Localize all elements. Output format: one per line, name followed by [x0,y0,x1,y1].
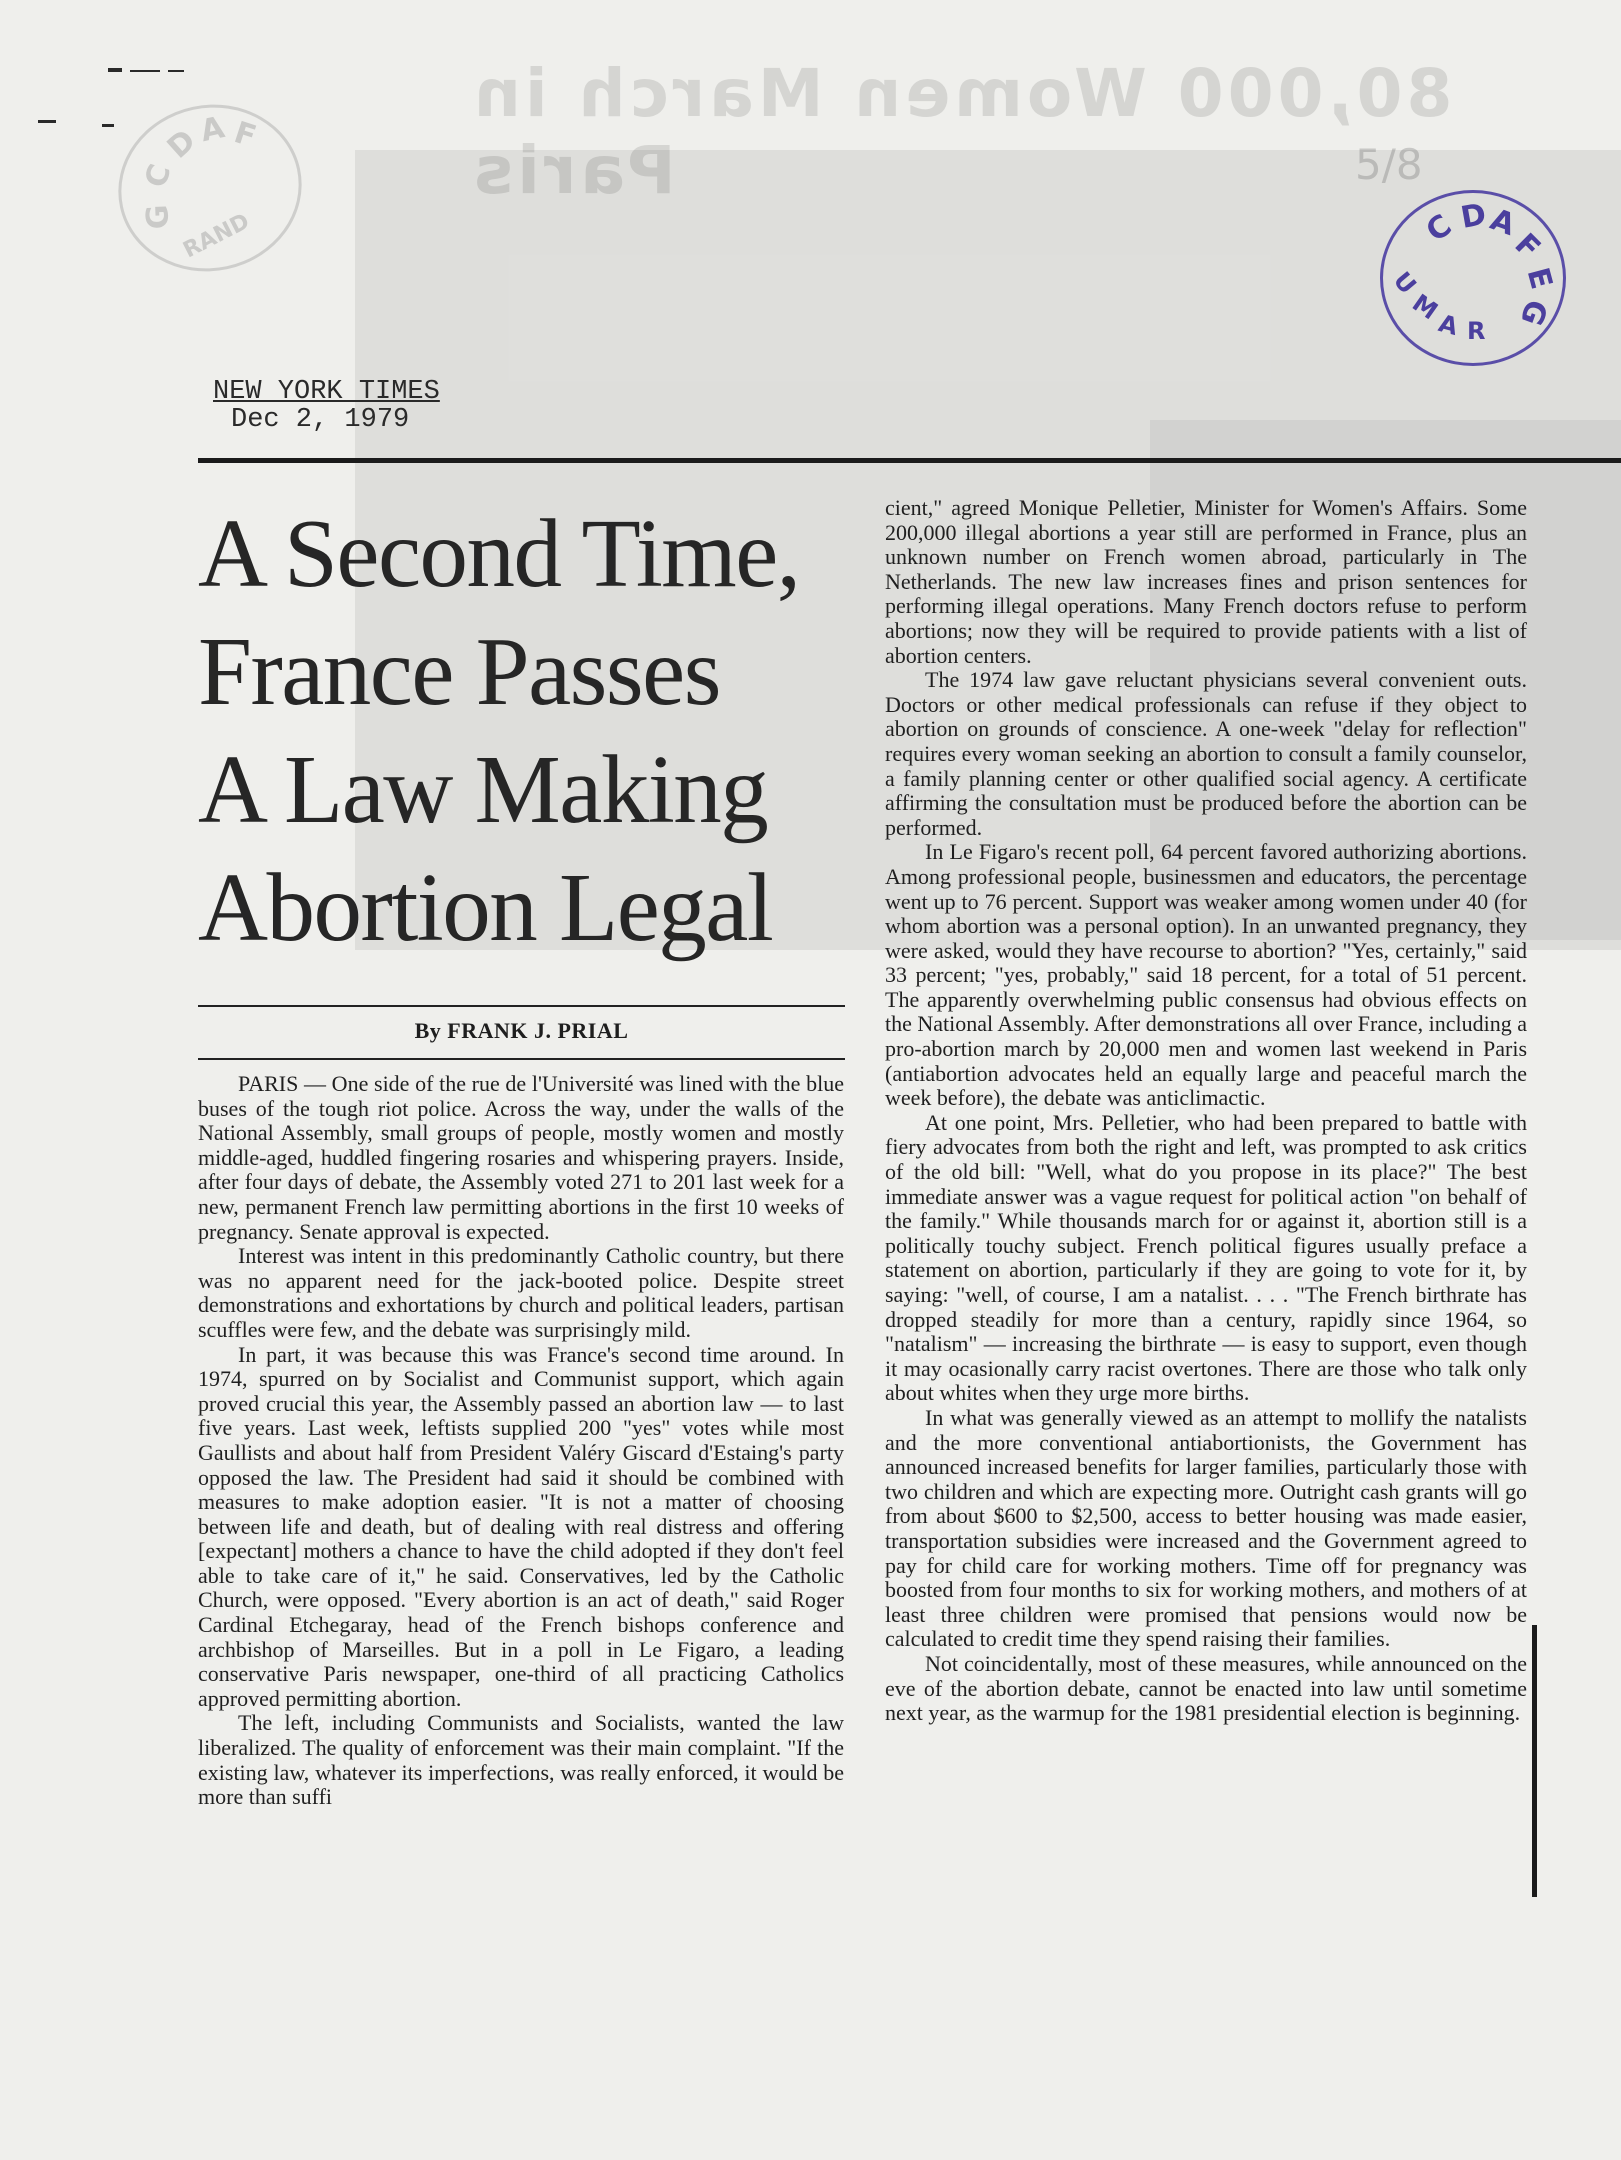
source-citation [213,378,440,434]
headline-line: A Second Time, [198,500,800,607]
stamp-letter: C [138,160,179,192]
ink-marks [108,68,203,76]
bleed-through-title: 80,000 Women March in Paris [470,55,1453,209]
margin-marker-bar [1532,1625,1537,1897]
headline-line: A Law Making [198,736,768,843]
top-rule [198,458,1621,463]
faint-archive-stamp [103,88,317,289]
stamp-letter: A [1485,202,1520,243]
stamp-letter: G [1512,294,1554,331]
stamp-letter: R [1467,317,1486,345]
publication-name: NEW YORK TIMES [213,377,440,407]
stamp-letter: A [1435,309,1461,341]
stamp-letter: C [1419,207,1459,250]
byline: By FRANK J. PRIAL [414,1018,629,1043]
publication-date: Dec 2, 1979 [231,405,410,435]
stamp-letter: M [1407,288,1443,326]
paragraph: In Le Figaro's recent poll, 64 percent favored authorizing abortions. Among professional people, businessmen and educators, the percentage went up to 76 percent. Support was weaker among women under 40 (for whom abortion was a personal option). In an unwanted pregnancy, they were asked, would they have recourse to abortion? "Yes, certainly," said 33 percent; "yes, probably," said 18 percent, for a total of 51 percent. The apparently overwhelming public consensus had obvious effects on the National Assembly. After demonstrations all over France, including a pro-abortion march by 20,000 men and women last weekend in Paris (antiabortion advocates held an equally large and peaceful march the week before), the debate was anticlimactic. [885,839,1527,1111]
pencil-annotation: 5/8 [1355,140,1423,189]
paragraph: Interest was intent in this predominantly Catholic country, but there was no apparent need for the jack-booted police. Despite street demonstrations and exhortations by church and political leaders, partisan scuffles were few, and the debate was surprisingly mild. [198,1243,844,1342]
paragraph: In what was generally viewed as an attempt to mollify the natalists and the more conventional antiabortionists, the Government has announced increased benefits for larger families, particularly those with two children and which are expecting more. Outright cash grants will go from about $600 to $2,500, access to better housing was made easier, transportation subsidies were increased and the Government agreed to pay for child care for working mothers. Time off for pregnancy was boosted from four months to six for working mothers, and mothers of at least three children were promised that pensions would now be calculated to credit time they spend raising their families. [885,1404,1527,1652]
paragraph: At one point, Mrs. Pelletier, who had been prepared to battle with fiery advocates from both the right and left, was prompted to ask critics of the old bill: "Well, what do you propose in its place?" The best immediate answer was a vague request for political action "on behalf of the family." While thousands march for or against it, abortion still is a politically touchy subject. French political figures usually preface a statement on abortion, particularly if they are going to vote for it, by saying: "well, of course, I am a natalist. . . . "The French birthrate has dropped steadily for more than a century, rapidly since 1964, so "natalism" — increasing the birthrate — is easy to support, even though it may ocasionally carry racist overtones. There are those who talk only about whites when they urge more births. [885,1109,1527,1406]
paragraph: The 1974 law gave reluctant physicians several convenient outs. Doctors or other medical professionals can refuse if they object to abortion on grounds of conscience. A one-week "delay for reflection" requires every woman seeking an abortion to consult a family counselor, a family planning center or other qualified social agency. A certificate affirming the consultation must be produced before the abortion can be performed. [885,667,1527,840]
paragraph: cient," agreed Monique Pelletier, Minister for Women's Affairs. Some 200,000 illegal abortions a year still are performed in France, plus an unknown number on French women abroad, particularly in The Netherlands. The new law increases fines and prison sentences for performing illegal operations. Many French doctors refuse to perform abortions; now they will be required to provide patients with a list of abortion centers. [885,495,1527,668]
stamp-letter: F [229,115,261,155]
article-headline [198,495,838,967]
stamp-letter: F [1507,226,1547,267]
stamp-letter: D [1458,197,1489,236]
article-column-left [198,1072,844,1810]
blue-archive-stamp [1380,190,1566,366]
paragraph: The left, including Communists and Socialists, wanted the law liberalized. The quality of enforcement was their main complaint. "If the existing law, whatever its imperfections, was really enforced, it would be more than suffi [198,1710,844,1810]
stamp-letter: G [140,203,177,230]
headline-line: France Passes [198,618,720,725]
headline-line: Abortion Legal [198,854,773,961]
byline-rule-bottom [198,1058,845,1060]
paragraph: In part, it was because this was France's second time around. In 1974, spurred on by Socialist and Communist support, which again proved crucial this year, the Assembly passed an abortion law — to last five years. Last week, leftists supplied 200 "yes" votes while most Gaullists and about half from President Valéry Giscard d'Estaing's party opposed the law. The President had said it should be combined with measures to make adoption easier. "It is not a matter of choosing between life and death, but of dealing with real distress and offering [expectant] mothers a chance to have the child adopted if they don't feel able to take care of it," he said. Conservatives, led by the Catholic Church, were opposed. "Every abortion is an act of death," said Roger Cardinal Etchegaray, head of the French bishops conference and archbishop of Marseilles. But in a poll in Le Figaro, a leading conservative Paris newspaper, one-third of all practicing Catholics approved permitting abortion. [198,1341,844,1711]
byline-rule-top [198,1005,845,1007]
paragraph: PARIS — One side of the rue de l'Université was lined with the blue buses of the tough riot police. Across the way, under the walls of the National Assembly, small groups of people, mostly women and mostly middle-aged, huddled fingering rosaries and whispering prayers. Inside, after four days of debate, the Assembly voted 271 to 201 last week for a new, permanent French law permitting abortions in the first 10 weeks of pregnancy. Senate approval is expected. [198,1071,844,1244]
stamp-letter: A [197,110,228,150]
paragraph: Not coincidentally, most of these measures, while announced on the eve of the abortion debate, cannot be enacted into law until sometime next year, as the warmup for the 1981 presidential election is beginning. [885,1650,1527,1726]
stamp-letter: E [1519,264,1559,293]
article-column-right [885,496,1527,1726]
stamp-letter: U [1387,266,1422,300]
stamp-letter: D [160,123,203,166]
stamp-letter: RAND [179,209,254,264]
